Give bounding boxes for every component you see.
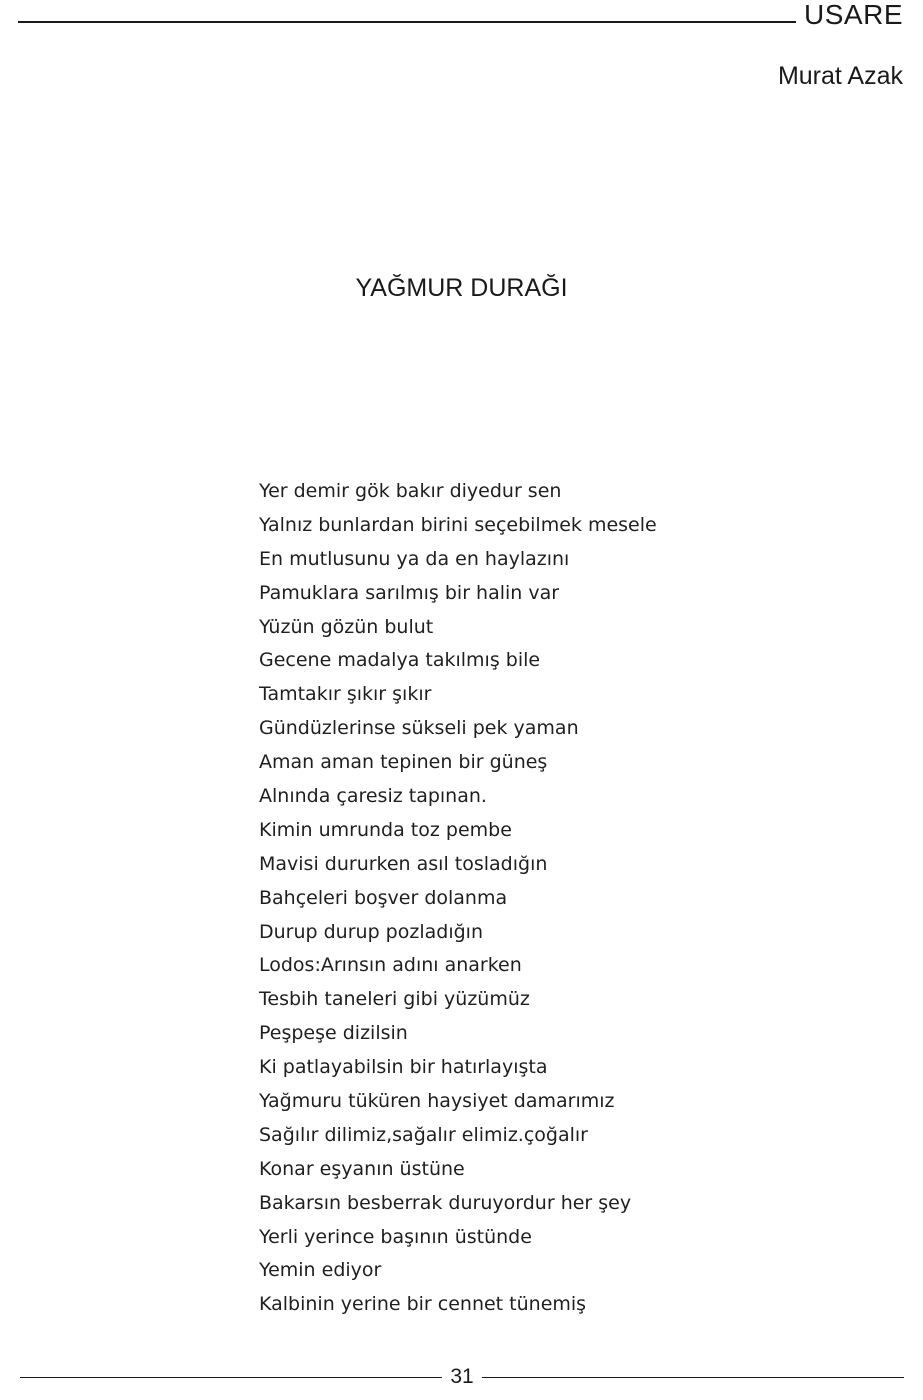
poem-line: Gündüzlerinse sükseli pek yaman xyxy=(259,717,579,740)
author-name: Murat Azak xyxy=(777,62,903,90)
page-number: 31 xyxy=(450,1365,474,1388)
poem-line: Kimin umrunda toz pembe xyxy=(259,818,512,841)
poem-line: En mutlusunu ya da en haylazını xyxy=(259,547,570,570)
poem-line: Yüzün gözün bulut xyxy=(259,615,434,638)
poem-line: Yerli yerince başının üstünde xyxy=(259,1225,532,1248)
poem-line: Aman aman tepinen bir güneş xyxy=(259,751,548,774)
footer-rule-left xyxy=(20,1377,442,1378)
poem-line: Yalnız bunlardan birini seçebilmek mesele xyxy=(259,513,657,536)
poem-line: Tamtakır şıkır şıkır xyxy=(259,683,432,706)
poem-body xyxy=(259,475,879,1322)
poem-line: Tesbih taneleri gibi yüzümüz xyxy=(259,988,530,1011)
poem-line: Mavisi dururken asıl tosladığın xyxy=(259,852,548,875)
poem-line: Gecene madalya takılmış bile xyxy=(259,649,541,672)
poem-line: Peşpeşe dizilsin xyxy=(259,1022,408,1045)
poem-line: Yemin ediyor xyxy=(259,1259,382,1282)
poem-line: Durup durup pozladığın xyxy=(259,920,483,943)
journal-name: USARE xyxy=(804,0,903,30)
poem-line: Ki patlayabilsin bir hatırlayışta xyxy=(259,1056,548,1079)
poem-line: Bahçeleri boşver dolanma xyxy=(259,886,508,909)
poem-line: Sağılır dilimiz,sağalır elimiz.çoğalır xyxy=(259,1123,588,1146)
poem-line: Yağmuru tüküren haysiyet damarımız xyxy=(259,1090,615,1113)
poem-line: Konar eşyanın üstüne xyxy=(259,1157,465,1180)
poem-line: Lodos:Arınsın adını anarken xyxy=(259,954,522,977)
footer-rule-right xyxy=(482,1377,904,1378)
poem-line: Kalbinin yerine bir cennet tünemiş xyxy=(259,1293,587,1316)
poem-line: Pamuklara sarılmış bir halin var xyxy=(259,581,560,604)
poem-line: Bakarsın besberrak duruyordur her şey xyxy=(259,1191,632,1214)
header-rule xyxy=(18,21,796,23)
poem-title: YAĞMUR DURAĞI xyxy=(355,274,568,302)
poem-line: Yer demir gök bakır diyedur sen xyxy=(259,480,562,502)
poem-line: Alnında çaresiz tapınan. xyxy=(259,785,487,808)
